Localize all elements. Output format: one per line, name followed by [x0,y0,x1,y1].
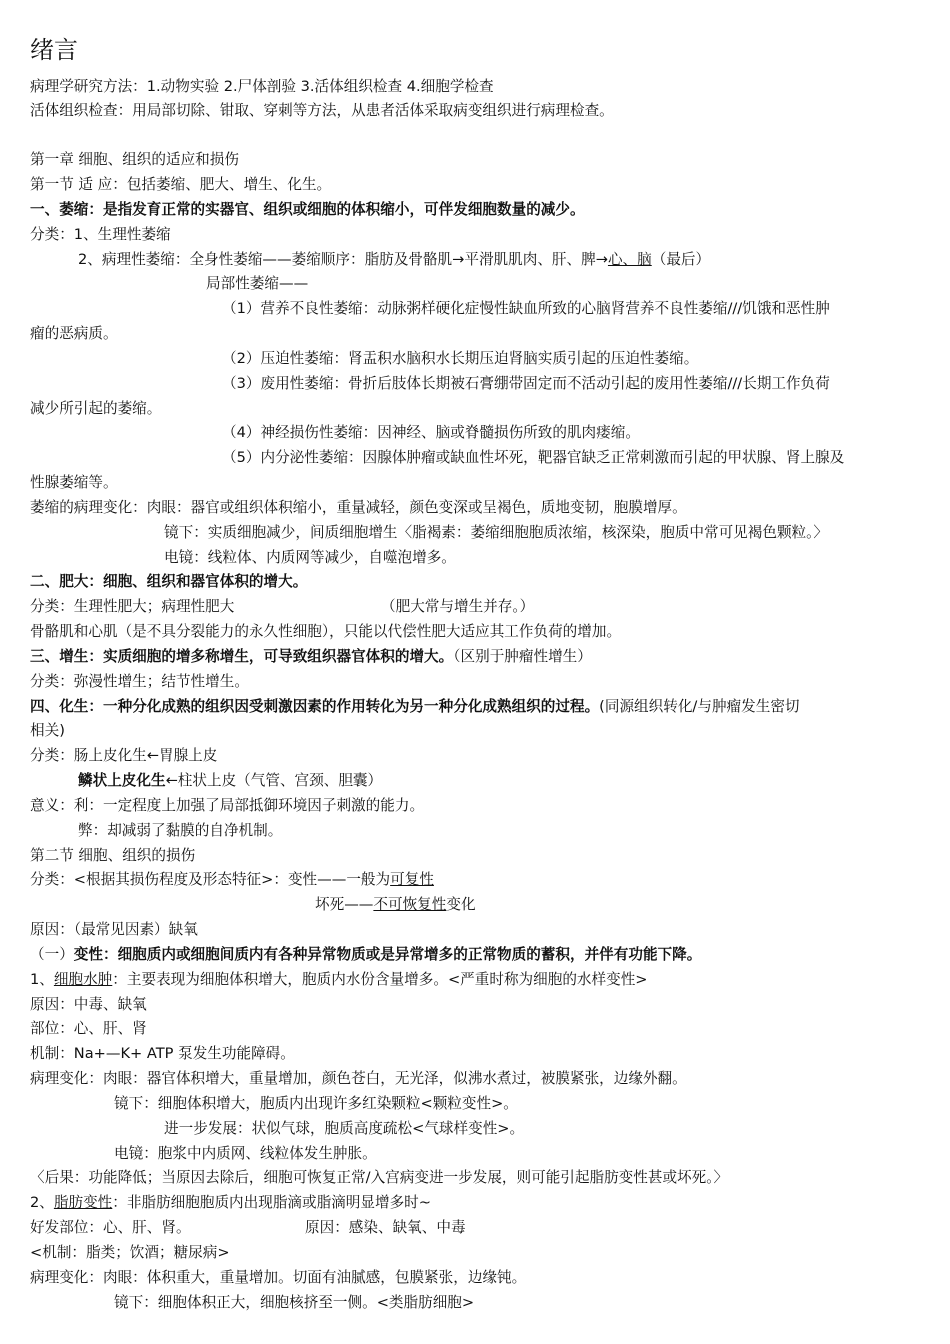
text-segment: 减少所引起的萎缩。 [30,400,162,417]
text-line [30,471,118,496]
text-segment: 骨骼肌和心肌（是不具分裂能力的永久性细胞），只能以代偿性肥大适应其工作负荷的增加。 [30,623,622,640]
text-segment: 分类：1、生理性萎缩 [30,226,171,243]
text-line [30,1067,687,1092]
text-line [222,421,640,446]
text-segment: 第一节 适 应：包括萎缩、肥大、增生、化生。 [30,176,332,193]
text-segment: 镜下：细胞体积增大，胞质内出现许多红染颗粒<颗粒变性>。 [114,1095,518,1112]
text-segment: 病理学研究方法：1.动物实验 2.尸体剖验 3.活体组织检查 4.细胞学检查 [30,78,494,95]
text-segment: 活体组织检查：用局部切除、钳取、穿刺等方法，从患者活体采取病变组织进行病理检查。 [30,102,614,119]
text-segment: 一、萎缩：是指发育正常的实器官、组织或细胞的体积缩小，可伴发细胞数量的减少。 [30,201,585,218]
page-title: 绪言 [30,36,78,64]
text-line [30,595,234,620]
text-segment: （3）废用性萎缩：骨折后肢体长期被石膏绷带固定而不活动引起的废用性萎缩///长期工作负荷 [222,375,830,392]
text-segment: 分类：生理性肥大；病理性肥大 [30,598,235,615]
text-segment: （一） [30,946,74,963]
text-segment: 进一步发展：状似气球，胞质高度疏松<气球样变性>。 [164,1120,525,1137]
text-segment: （5）内分泌性萎缩：因腺体肿瘤或缺血性坏死，靶器官缺乏正常刺激而引起的甲状腺、肾上腺及 [222,449,845,466]
text-segment: 镜下：细胞体积正大，细胞核挤至一侧。<类脂肪细胞> [114,1294,475,1311]
text-line [30,1216,191,1241]
text-line [30,719,65,744]
text-line [30,496,687,521]
text-segment: 相关) [30,722,65,739]
chapter-heading [30,148,239,173]
text-segment: 萎缩的病理变化：肉眼：器官或组织体积缩小，重量减轻，颜色变深或呈褐色，质地变韧，胞膜增厚。 [30,499,687,516]
text-line [222,297,830,322]
text-line [114,1291,474,1316]
text-line [206,272,308,297]
text-line [315,893,476,918]
text-segment: 病理变化：肉眼：器官体积增大，重量增加，颜色苍白，无光泽，似沸水煮过，被膜紧张，边缘外翻。 [30,1070,687,1087]
text-line [30,1166,728,1191]
text-line [30,1017,147,1042]
text-segment: 局部性萎缩—— [206,275,309,292]
text-segment: 1、 [30,971,54,988]
text-segment: 电镜：胞浆中内质网、线粒体发生肿胀。 [114,1145,377,1162]
text-segment: （最后） [651,251,711,268]
text-segment: 第一章 细胞、组织的适应和损伤 [30,151,239,168]
text-segment: 原因：（最常见因素）缺氧 [30,921,198,938]
text-line [222,347,698,372]
text-segment: （区别于肿瘤性增生） [453,648,592,665]
text-segment: 分类：<根据其损伤程度及形态特征>：变性——一般为 [30,871,391,888]
text-segment: 脂肪变性 [53,1194,113,1211]
text-segment: (同源组织转化/与肿瘤发生密切 [599,698,800,715]
text-segment: 意义：利：一定程度上加强了局部抵御环境因子刺激的能力。 [30,797,425,814]
text-segment: 性腺萎缩等。 [30,474,118,491]
text-segment: 机制：Na+—K+ ATP 泵发生功能障碍。 [30,1045,295,1062]
definition-line [30,198,585,223]
text-segment: 变性：细胞质内或细胞间质内有各种异常物质或是异常增多的正常物质的蓄积，并伴有功能下降。 [73,946,702,963]
text-line [30,223,171,248]
text-line [30,75,494,100]
text-line [30,1266,526,1291]
text-line [30,1042,295,1067]
text-line [30,993,147,1018]
text-segment: （4）神经损伤性萎缩：因神经、脑或脊髓损伤所致的肌肉瘘缩。 [222,424,640,441]
text-segment: 第二节 细胞、组织的损伤 [30,847,196,864]
text-segment: 坏死—— [315,896,374,913]
text-line [222,446,844,471]
text-segment: 好发部位：心、肝、肾。 [30,1219,191,1236]
text-segment: 镜下：实质细胞减少，间质细胞增生〈脂褐素：萎缩细胞胞质浓缩，核深染，胞质中常可见褐色颗粒。〉 [164,524,829,541]
text-line [30,744,217,769]
text-segment: （1）营养不良性萎缩：动脉粥样硬化症慢性缺血所致的心脑肾营养不良性萎缩///饥饿和恶性肿 [222,300,830,317]
text-line [164,521,828,546]
text-line [164,546,456,571]
text-segment: （肥大常与增生并存。） [381,598,535,615]
text-segment: 2、病理性萎缩：全身性萎缩——萎缩顺序：脂肪及骨骼肌→平滑肌肌肉、肝、脾→ [78,251,608,268]
text-segment: ：非脂肪细胞胞质内出现脂滴或脂滴明显增多时~ [112,1194,431,1211]
section-heading [30,173,331,198]
text-segment: 变化 [446,896,476,913]
text-segment: 弊：却减弱了黏膜的自净机制。 [78,822,283,839]
text-segment: 2、 [30,1194,54,1211]
text-segment: 四、化生：一种分化成熟的组织因受刺激因素的作用转化为另一种分化成熟组织的过程。 [30,698,600,715]
text-segment: （2）压迫性萎缩：肾盂积水脑积水长期压迫肾脑实质引起的压迫性萎缩。 [222,350,699,367]
text-segment: 细胞水肿 [53,971,113,988]
text-segment: 〈后果：功能降低；当原因去除后，细胞可恢复正常/入宫病变进一步发展，则可能引起脂肪变性甚或坏死。〉 [30,1169,729,1186]
text-line [30,968,648,993]
text-line [30,1241,230,1266]
text-line [30,397,161,422]
text-line [114,1142,377,1167]
text-line [30,1191,431,1216]
text-line [30,868,434,893]
definition-line [30,570,307,595]
definition-line [30,943,701,968]
text-line [78,819,282,844]
text-line [30,322,118,347]
text-segment: 原因：感染、缺氧、中毒 [305,1219,466,1236]
text-segment: 瘤的恶病质。 [30,325,118,342]
text-segment: 可复性 [390,871,434,888]
text-line [78,769,382,794]
section-heading [30,844,195,869]
text-line [30,670,249,695]
text-segment: 不可恢复性 [373,896,447,913]
text-segment: 原因：中毒、缺氧 [30,996,147,1013]
text-line [30,99,614,124]
text-segment: 病理变化：肉眼：体积重大，重量增加。切面有油腻感，包膜紧张，边缘钝。 [30,1269,527,1286]
text-segment: 鳞状上皮化生 [78,772,166,789]
text-segment: 二、肥大：细胞、组织和器官体积的增大。 [30,573,308,590]
text-line [30,794,424,819]
text-segment: 电镜：线粒体、内质网等减少，自噬泡增多。 [164,549,456,566]
text-segment: 三、增生：实质细胞的增多称增生，可导致组织器官体积的增大。 [30,648,454,665]
text-line [114,1092,518,1117]
text-segment: 分类：肠上皮化生←胃腺上皮 [30,747,218,764]
text-line [30,620,621,645]
text-line [78,248,710,273]
text-segment: 部位：心、肝、肾 [30,1020,147,1037]
text-line [164,1117,524,1142]
text-segment: <机制：脂类；饮酒；糖尿病> [30,1244,230,1261]
text-line [222,372,830,397]
text-line [381,595,534,620]
text-line [305,1216,466,1241]
text-segment: ←柱状上皮（气管、宫颈、胆囊） [165,772,383,789]
text-line [30,918,198,943]
text-segment: ：主要表现为细胞体积增大，胞质内水份含量增多。<严重时称为细胞的水样变性> [112,971,648,988]
text-segment: 心、脑 [607,251,652,268]
text-segment: 分类：弥漫性增生；结节性增生。 [30,673,249,690]
definition-line [30,645,592,670]
definition-line [30,695,800,720]
